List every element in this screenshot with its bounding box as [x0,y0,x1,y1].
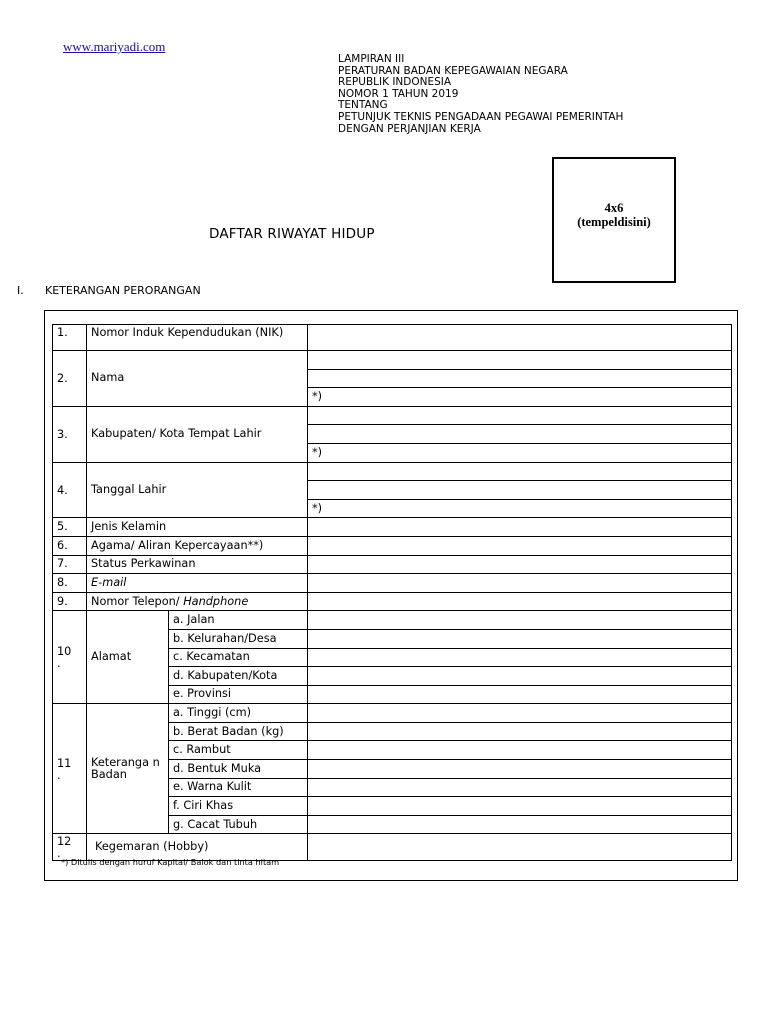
header-line: PERATURAN BADAN KEPEGAWAIAN NEGARA [338,64,568,77]
birthdate-field-line-3[interactable]: *) [308,499,732,518]
row-label: Nomor Induk Kependudukan (NIK) [87,325,308,351]
photo-size: 4x6 [604,201,624,215]
row-number: 2. [53,351,87,407]
table-row [53,555,732,574]
table-row [53,704,732,723]
row-label: Alamat [87,611,169,704]
row-number: 3. [53,406,87,462]
phone-label: Nomor Telepon/ [91,594,184,608]
regulation-header [338,54,623,135]
photo-placeholder [552,157,676,283]
sub-label: b. Berat Badan (kg) [169,722,308,741]
header-line: PETUNJUK TEKNIS PENGADAAN PEGAWAI PEMERINTAH [338,110,624,123]
row-number: 11 . [53,704,87,834]
province-field[interactable] [308,685,732,704]
row-label: Agama/ Aliran Kepercayaan**) [87,536,308,555]
section-title: KETERANGAN PERORANGAN [45,284,201,297]
personal-info-table [52,324,732,861]
document-title: DAFTAR RIWAYAT HIDUP [209,226,375,242]
birthplace-field-line-1[interactable] [308,406,732,425]
special-marks-field[interactable] [308,797,732,816]
row-number: 1. [53,325,87,351]
phone-label-italic: Handphone [183,594,249,608]
height-field[interactable] [308,704,732,723]
nik-field[interactable] [308,325,732,351]
header-line: TENTANG [338,99,388,112]
hair-field[interactable] [308,741,732,760]
header-line: REPUBLIK INDONESIA [338,76,452,89]
marital-status-field[interactable] [308,555,732,574]
section-number: I. [17,284,24,297]
row-label: E-mail [87,574,308,593]
row-number: 7. [53,555,87,574]
sub-label: e. Warna Kulit [169,778,308,797]
religion-field[interactable] [308,536,732,555]
table-row [53,406,732,425]
row-label: Status Perkawinan [87,555,308,574]
row-label: Nama [87,351,308,407]
table-row [53,536,732,555]
weight-field[interactable] [308,722,732,741]
row-number: 6. [53,536,87,555]
disability-field[interactable] [308,815,732,834]
table-row [53,611,732,630]
table-row [53,462,732,481]
row-number: 5. [53,518,87,537]
district-field[interactable] [308,648,732,667]
row-number: 4. [53,462,87,518]
sub-label: g. Cacat Tubuh [169,815,308,834]
website-link[interactable]: www.mariyadi.com [63,39,166,54]
sub-label: a. Tinggi (cm) [169,704,308,723]
footnote: *) Ditulis dengan huruf Kapital/ Balok dan tinta hitam [61,857,280,867]
header-line: DENGAN PERJANJIAN KERJA [338,122,481,135]
name-field-line-2[interactable] [308,369,732,388]
sub-label: c. Rambut [169,741,308,760]
table-row [53,592,732,611]
table-row [53,351,732,370]
table-row [53,574,732,593]
birthdate-field-line-1[interactable] [308,462,732,481]
row-label: Kabupaten/ Kota Tempat Lahir [87,406,308,462]
row-number: 12 . [53,834,87,861]
row-label: Tanggal Lahir [87,462,308,518]
birthplace-field-line-2[interactable] [308,425,732,444]
regency-field[interactable] [308,667,732,686]
row-number: 9. [53,592,87,611]
table-row [53,325,732,351]
sub-label: f. Ciri Khas [169,797,308,816]
hobby-field[interactable] [308,834,732,861]
birthplace-field-line-3[interactable]: *) [308,443,732,462]
row-label: Kegemaran (Hobby) [87,834,308,861]
street-field[interactable] [308,611,732,630]
row-label: Keteranga n Badan [87,704,169,834]
header-line: NOMOR 1 TAHUN 2019 [338,87,459,100]
name-field-line-3[interactable]: *) [308,388,732,407]
row-number: 10 . [53,611,87,704]
sub-label: a. Jalan [169,611,308,630]
sub-label: d. Kabupaten/Kota [169,667,308,686]
row-label: Jenis Kelamin [87,518,308,537]
gender-field[interactable] [308,518,732,537]
birthdate-field-line-2[interactable] [308,481,732,500]
photo-instruction: (tempeldisini) [577,215,651,229]
header-line: LAMPIRAN III [338,53,405,65]
sub-label: e. Provinsi [169,685,308,704]
skin-color-field[interactable] [308,778,732,797]
sub-label: d. Bentuk Muka [169,760,308,779]
row-label [87,592,308,611]
table-row [53,518,732,537]
village-field[interactable] [308,629,732,648]
name-field-line-1[interactable] [308,351,732,370]
email-field[interactable] [308,574,732,593]
phone-field[interactable] [308,592,732,611]
face-shape-field[interactable] [308,760,732,779]
row-number: 8. [53,574,87,593]
sub-label: b. Kelurahan/Desa [169,629,308,648]
sub-label: c. Kecamatan [169,648,308,667]
